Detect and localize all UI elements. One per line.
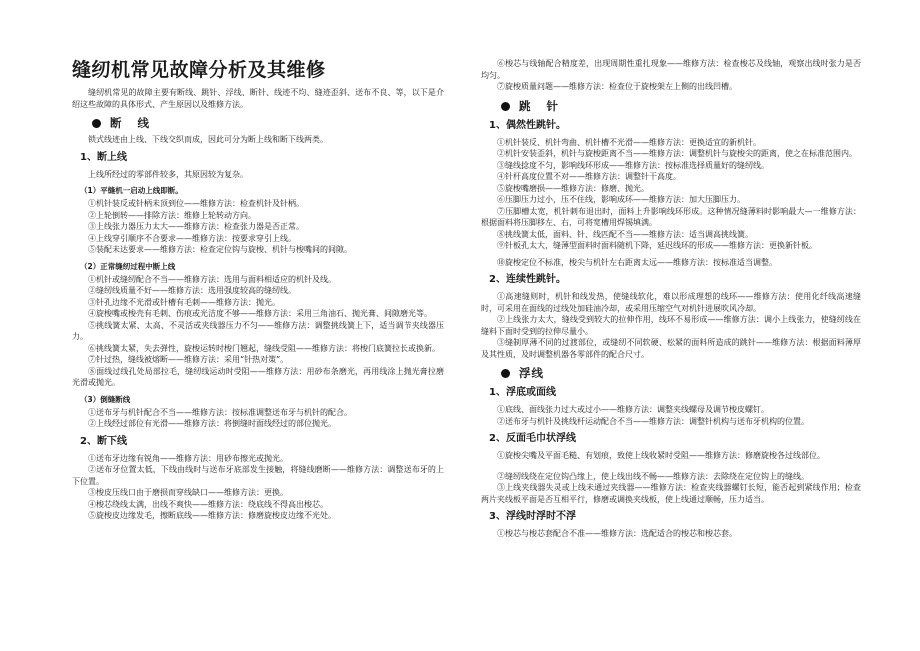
list-item: ③针孔边缘不光滑或针槽有毛刺——维修方法：抛光。	[88, 297, 280, 307]
list-item: ⑥梭芯与线轴配合精度差，出现周期性重扎现象——维修方法：检查梭芯及线轴，观察出线时张力是否均匀。	[481, 59, 861, 80]
list-item: ②上线张力太大，缝线受到较大的拉伸作用，线环不易形成——维修方法：调小上线张力，使缝纫线在缝料下面时受到的拉伸尽量小。	[481, 315, 861, 336]
subheading-float-bottom-top: 1、浮底或面线	[489, 387, 556, 398]
bullet-dot-icon	[501, 102, 510, 111]
section-heading-floating-thread: 浮线	[501, 366, 861, 381]
subheading-occasional-skip: 1、偶然性跳针。	[489, 119, 566, 131]
list-item: ②机针安装歪斜，机针与旋梭距离不当——维修方法：调整机针与旋梭尖的距离，使之在标准范围内。	[497, 149, 857, 158]
list-item: ④上线穿引顺序不合要求——维修方法：按要求穿引上线。	[88, 233, 296, 243]
subheading-lower-thread: 2、断下线	[80, 435, 127, 447]
part-heading-reverse-sewing: （3）倒缝断线	[80, 394, 131, 404]
list-item: ③缝制厚薄不同的过渡部位，或缝纫不同软硬、松紧的面料所造成的跳针——维修方法：根据面料薄厚及其性质，及时调整机器各零部件的配合尺寸。	[481, 338, 861, 359]
subheading-intermittent-float: 3、浮线时浮时不浮	[489, 511, 576, 522]
list-item: ④针杆高度位置不对——维修方法：调整针干高度。	[497, 172, 681, 181]
list-item: ⑤装配未达要求——维修方法：检查定位钩与旋梭、机针与梭嘴间的间隙。	[88, 245, 352, 254]
list-item: ④梭芯绕线太满，出线不爽快——维修方法：绕底线不得高出梭芯。	[88, 499, 328, 509]
list-item: ①旋梭尖嘴及平面毛糙、有划痕，致使上线收紧时受阻——维修方法：修磨旋梭各过线部位。	[497, 451, 825, 460]
section-heading-skipped-stitch: 跳 针	[501, 99, 861, 114]
part-heading-startup: （1）平缝机一启动上线即断。	[80, 186, 183, 195]
list-item: ①高速缝则时，机针和线发热，使缝线软化，难以形成理想的线环——维修方法：使用化纤线高速缝时，可采用在面线的过线处加硅油冷却，或采用压缩空气对机针进展吹风冷却。	[481, 292, 861, 313]
page-title: 缝纫机常见故障分析及其维修	[72, 59, 326, 81]
list-item: ①机针装反或针柄未顶到位——维修方法：检查机针及针柄。	[88, 199, 304, 208]
list-item: ⑤挑线簧太紧、太高、不灵活或夹线器压力不匀——维修方法：调整挑线簧上下，适当调节夹线器压力。	[72, 320, 444, 341]
list-item: ⑤旋梭嘴磨损——维修方法：修磨、抛光。	[497, 183, 649, 193]
list-item: ⑦压脚槽太宽，机针刺布退出时，面料上升影响线环形成。这种情况缝薄料时影响最大—一维修方法：根据面料将压脚移左、右，可将宽槽用焊锡填满。	[481, 206, 861, 227]
list-item: ②上轮倒转——排除方法：维修上轮转动方向。	[88, 210, 256, 220]
bullet-dot-icon	[92, 119, 101, 128]
list-item: ①送布牙与机针配合不当——维修方法：按标准调整送布牙与机针的配合。	[88, 407, 352, 417]
list-item: ③梭皮压线口由于磨损而穿线缺口——维修方法：更换。	[88, 488, 288, 497]
list-item: ⑦旋梭质量问题——维修方法：检查位于旋梭架左上侧的出线凹槽。	[497, 82, 737, 91]
list-item: ②缝纫线质量不好——维修方法：选用强度较高的缝纫线。	[88, 286, 296, 295]
list-item: ①底线、面线张力过大或过小——维修方法：调整夹线螺母及调节梭皮螺钉。	[497, 405, 769, 414]
subheading-towel-float: 2、反面毛巾状浮线	[489, 433, 576, 444]
right-column	[481, 58, 861, 540]
list-item: ①机针装反、机针弯曲、机针槽不光滑——维修方法：更换适宜的新机针。	[497, 137, 761, 147]
section-heading-broken-thread: 断 线	[92, 116, 444, 131]
list-item: ③上线夹线器失灵或上线未通过夹线器——维修方法：检查夹线器螺钉长短，能否起到紧线作用；检查两片夹线板平面是否互相平行，修磨或调换夹线板，使上线通过顺畅，压力适当。	[481, 483, 861, 504]
list-item: ⑦针过热，缝线被熔断——维修方法：采用“针热对策”。	[88, 355, 289, 364]
list-item: ⑩旋梭定位不标准，梭尖与机针左右距离太远——维修方法：按标准适当调整。	[497, 257, 777, 267]
list-item: ③上线张力器压力太大——维修方法：检查张力器是否正常。	[88, 222, 304, 231]
bullet-dot-icon	[501, 369, 510, 378]
list-item: ③缝线捻度不匀，影响线环形成——维修方法：按标准选择质量好的缝纫线。	[497, 160, 769, 170]
list-item: ⑤旋梭皮边缘发毛，擦断底线——维修方法：修磨旋梭皮边缘不光处。	[88, 511, 336, 520]
left-column	[72, 58, 444, 522]
list-item: ②上线经过部位有光滑——维修方法：将倒缝时面线经过的部位抛光。	[88, 419, 336, 428]
list-item: ⑥挑线簧太紧，失去弹性，旋梭运转时梭门翘起，缝线受阻——维修方法：将梭门底簧拉长或换新。	[88, 343, 440, 353]
list-item: ⑥压脚压力过小，压不住线，影响成环——维修方法：加大压脚压力。	[497, 195, 745, 204]
list-item: ①机针或缝纫配合不当——维修方法：选用与面料相适应的机针及线。	[88, 274, 336, 284]
section-intro: 锁式线迹由上线、下线交织而成，因此可分为断上线和断下线两类。	[88, 135, 328, 144]
list-item: ④旋梭嘴或梭壳有毛刺、伤痕或光洁度不够——维修方法：采用三角油石、抛光膏、间隙磨光等。	[88, 309, 432, 318]
list-item: ①送布牙边缘有锐角——维修方法：用砂布擦光或抛光。	[88, 453, 288, 463]
subsection-intro: 上线所经过的零部件较多，其原因较为复杂。	[88, 169, 248, 179]
list-item: ②缝纫线绕在定位钩凸缘上，使上线出线不畅——维修方法：去除绕在定位钩上的缝线。	[497, 471, 809, 481]
subheading-upper-thread: 1、断上线	[80, 151, 127, 163]
subheading-continuous-skip: 2、连续性跳针。	[489, 274, 566, 285]
list-item: ⑨针板孔太大，缝薄型面料时面料随机下降，延迟线环的形成——维修方法：更换新针板。	[497, 241, 817, 250]
part-heading-normal-sewing: （2）正常缝纫过程中断上线	[80, 261, 176, 271]
list-item: ⑧挑线簧太低，面料、针、线匹配不当——维修方法：适当调高挑线簧。	[497, 229, 753, 239]
list-item: ①梭芯与梭芯套配合不准——维修方法：选配适合的梭芯和梭芯套。	[497, 529, 737, 538]
list-item: ⑧面线过线孔处局部拉毛，缝纫线运动时受阻——维修方法：用砂布条磨光，再用线涂上抛光膏拉磨光滑或抛光。	[72, 366, 444, 387]
list-item: ②送布牙位置太低，下线由线时与送布牙底部发生接触，将缝线磨断——维修方法：调整送布牙的上下位置。	[72, 465, 444, 486]
list-item: ②送布牙与机针及挑线杆运动配合不当——维修方法：调整针机构与送布牙机构的位置。	[497, 416, 809, 426]
intro-paragraph: 缝纫机常见的故障主要有断线、跳针、浮线、断针、线迹不均、缝迹歪斜、送布不良、等，以下是介绍这些故障的具体形式、产生原因以及维修方法。	[72, 88, 444, 109]
